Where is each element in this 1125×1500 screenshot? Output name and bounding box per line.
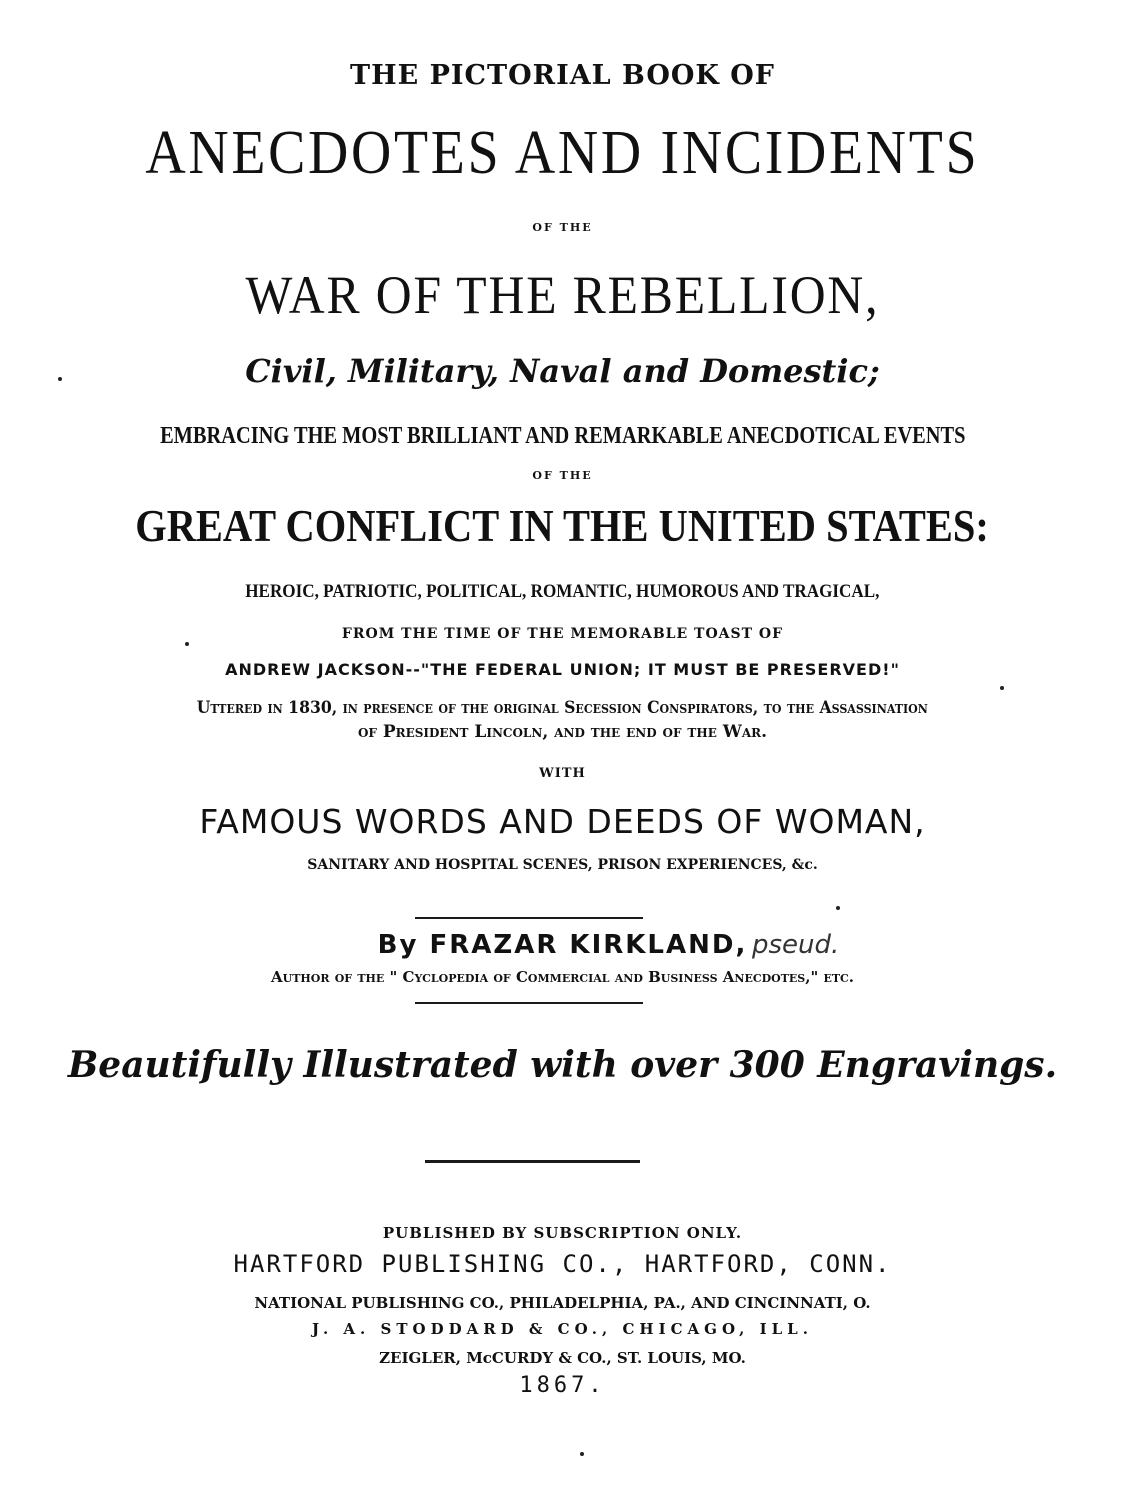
with-line: WITH xyxy=(539,766,586,781)
divider-top xyxy=(415,917,643,919)
print-speck xyxy=(580,1452,584,1456)
subtitle-civil-military: Civil, Military, Naval and Domestic; xyxy=(245,352,880,390)
title-line-pictorial-book: THE PICTORIAL BOOK OF xyxy=(350,60,775,91)
print-speck xyxy=(58,377,62,381)
publisher-line: HARTFORD PUBLISHING CO., HARTFORD, CONN. xyxy=(233,1250,892,1278)
sanitary-hospital-line: SANITARY AND HOSPITAL SCENES, PRISON EXPERIENCES, &c. xyxy=(307,857,818,873)
author-line: By FRAZAR KIRKLAND, xyxy=(377,930,748,960)
heroic-patriotic-line: HEROIC, PATRIOTIC, POLITICAL, ROMANTIC, HUMOROUS AND TRAGICAL, xyxy=(245,581,880,602)
print-speck xyxy=(185,642,189,646)
published-by-line: PUBLISHED BY SUBSCRIPTION ONLY. xyxy=(382,1224,743,1242)
of-the-1: OF THE xyxy=(532,221,593,234)
president-lincoln-line: of President Lincoln, and the end of the War. xyxy=(357,722,768,742)
illustrated-line: Beautifully Illustrated with over 300 Engravings. xyxy=(67,1044,1058,1086)
great-conflict-line: GREAT CONFLICT IN THE UNITED STATES: xyxy=(135,500,990,551)
ornamental-divider xyxy=(425,1160,640,1163)
uttered-line: Uttered in 1830, in presence of the original Secession Conspirators, to the Assassination xyxy=(196,698,929,718)
publication-year: 1867. xyxy=(519,1373,606,1398)
famous-words-line: FAMOUS WORDS AND DEEDS OF WOMAN, xyxy=(199,802,926,841)
handwritten-annotation: pseud. xyxy=(752,930,840,960)
publisher-st-louis: ZEIGLER, McCURDY & CO., ST. LOUIS, MO. xyxy=(379,1349,746,1367)
embracing-line: EMBRACING THE MOST BRILLIANT AND REMARKABLE ANECDOTICAL EVENTS xyxy=(159,423,966,449)
divider-bottom xyxy=(415,1002,643,1004)
publisher-chicago: J. A. STODDARD & CO., CHICAGO, ILL. xyxy=(312,1320,813,1338)
publisher-philadelphia: NATIONAL PUBLISHING CO., PHILADELPHIA, PA., AND CINCINNATI, O. xyxy=(254,1294,871,1312)
title-anecdotes-incidents: ANECDOTES AND INCIDENTS xyxy=(145,119,980,187)
andrew-jackson-quote: ANDREW JACKSON--"THE FEDERAL UNION; IT MUST BE PRESERVED!" xyxy=(225,660,900,679)
print-speck xyxy=(1000,686,1004,690)
print-speck xyxy=(836,906,840,910)
title-war-of-rebellion: WAR OF THE REBELLION, xyxy=(245,265,880,325)
of-the-2: OF THE xyxy=(532,469,593,482)
author-credit-line: Author of the " Cyclopedia of Commercial and Business Anecdotes," etc. xyxy=(270,968,855,986)
memorable-toast-line: FROM THE TIME OF THE MEMORABLE TOAST OF xyxy=(341,626,784,642)
